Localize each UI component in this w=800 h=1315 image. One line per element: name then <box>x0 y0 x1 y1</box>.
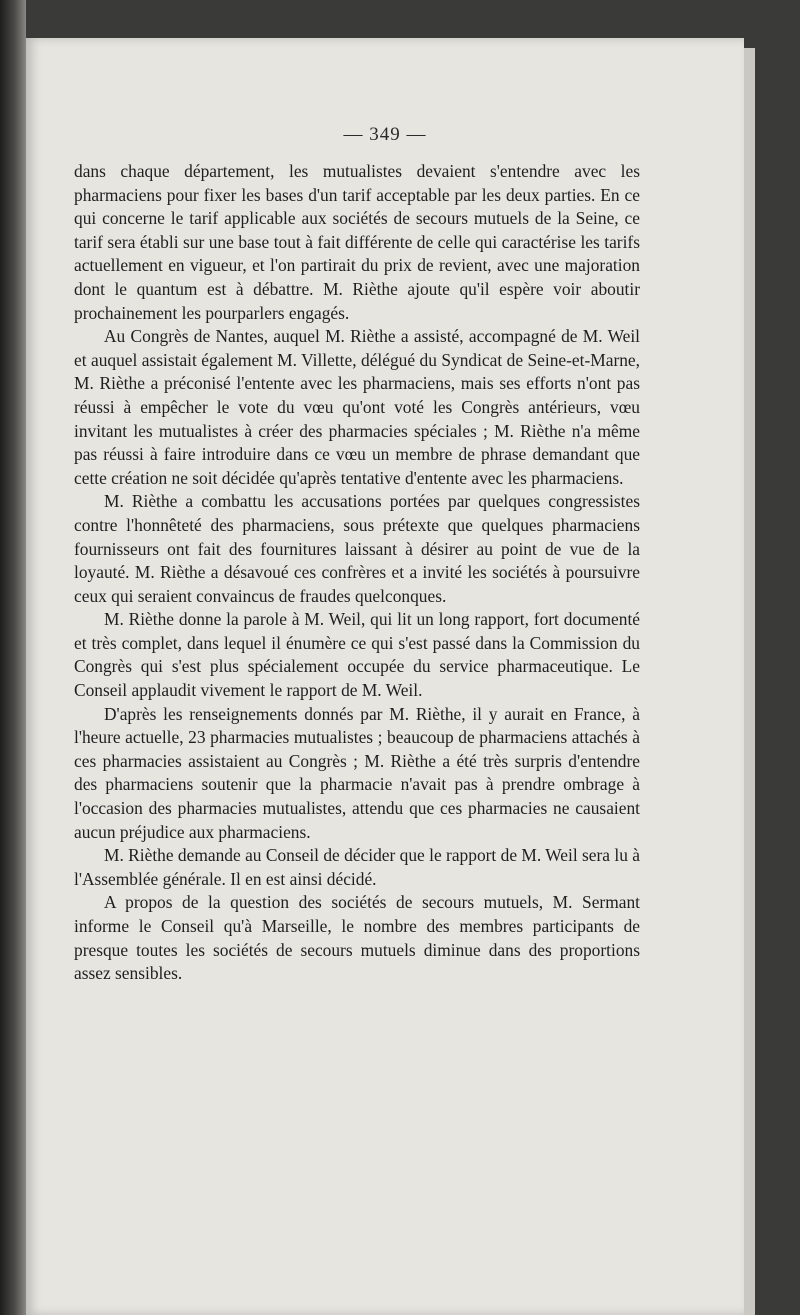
book-binding-edge <box>0 0 26 1315</box>
paragraph-7: A propos de la question des sociétés de secours mutuels, M. Sermant informe le Conseil qu'à Marseille, le nombre des membres participants de presque toutes les sociétés de secours mutuels diminue dans des proportions assez sensibles. <box>74 892 640 984</box>
page-number: — 349 — <box>343 124 427 145</box>
paragraph-2: Au Congrès de Nantes, auquel M. Rièthe a assisté, accompagné de M. Weil et auquel assistait également M. Villette, délégué du Syndicat de Seine-et-Marne, M. Rièthe a préconisé l'entente avec les pharmaciens, mais ses efforts n'ont pas réussi à empêcher le vote du vœu qu'ont voté les Congrès antérieurs, vœu invitant les mutualistes à créer des pharmacies spéciales ; M. Rièthe n'a même pas réussi à faire introduire dans ce vœu un membre de phrase demandant que cette création ne soit décidée qu'après tentative d'entente avec les pharmaciens. <box>74 326 640 488</box>
paragraph-1: dans chaque département, les mutualistes devaient s'entendre avec les pharmaciens pour fixer les bases d'un tarif acceptable par les deux parties. En ce qui concerne le tarif applicable aux sociétés de secours mutuels de la Seine, ce tarif sera établi sur une base tout à fait différente de celle qui caractérise les tarifs actuellement en vigueur, et l'on partirait du prix de revient, avec une majoration dont le quantum est à débattre. M. Rièthe ajoute qu'il espère voir aboutir prochainement les pourparlers engagés. <box>74 161 640 323</box>
paragraph-6: M. Rièthe demande au Conseil de décider que le rapport de M. Weil sera lu à l'Assemblée générale. Il en est ainsi décidé. <box>74 845 640 889</box>
paragraph-3: M. Rièthe a combattu les accusations portées par quelques congressistes contre l'honnêteté des pharmaciens, sous prétexte que quelques pharmaciens fournisseurs ont fait des fournitures laissant à désirer au point de vue de la loyauté. M. Rièthe a désavoué ces confrères et a invité les sociétés à poursuivre ceux qui seraient convaincus de fraudes quelconques. <box>74 491 640 606</box>
page-body <box>74 160 640 986</box>
book-page <box>26 38 744 1315</box>
paragraph-5: D'après les renseignements donnés par M. Rièthe, il y aurait en France, à l'heure actuelle, 23 pharmacies mutualistes ; beaucoup de pharmaciens attachés à ces pharmacies assistaient au Congrès ; M. Rièthe a été très surpris d'entendre des pharmaciens soutenir que la pharmacie n'avait pas à prendre ombrage à l'occasion des pharmacies mutualistes, attendu que ces pharmacies ne causaient aucun préjudice aux pharmaciens. <box>74 703 640 842</box>
paragraph-4: M. Rièthe donne la parole à M. Weil, qui lit un long rapport, fort documenté et très complet, dans lequel il énumère ce qui s'est passé dans la Commission du Congrès qui s'est plus spécialement occupée du service pharmaceutique. Le Conseil applaudit vivement le rapport de M. Weil. <box>74 609 640 701</box>
